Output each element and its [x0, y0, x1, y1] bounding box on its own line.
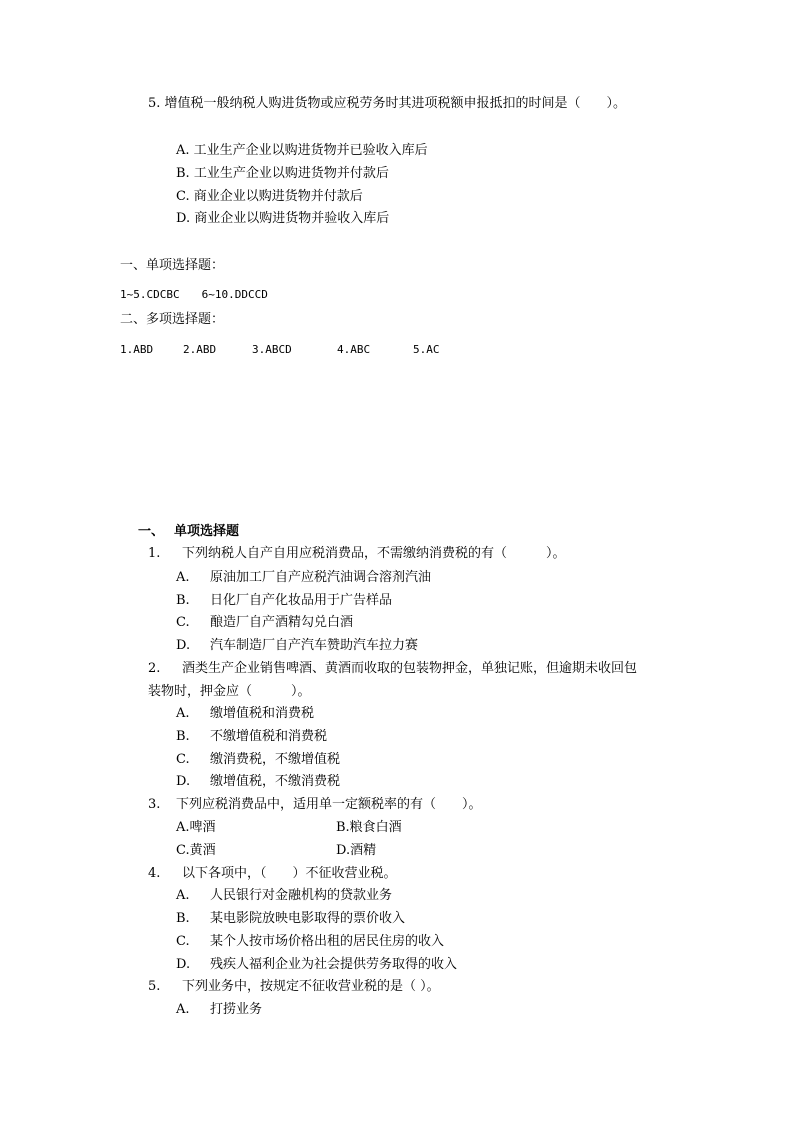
q2-option-c-letter: C. [176, 752, 190, 767]
q4-option-b-text: 某电影院放映电影取得的票价收入 [210, 911, 406, 926]
q5-text: 下列业务中，按规定不征收营业税的是（ ）。 [182, 979, 440, 994]
q2-option-d-text: 缴增值税，不缴消费税 [210, 774, 341, 789]
q5-number: 5. [148, 979, 161, 994]
question-5-option-b: B. 工业生产企业以购进货物并付款后 [176, 166, 389, 181]
q1-option-d-letter: D. [176, 638, 191, 653]
q4-option-d-letter: D. [176, 957, 191, 972]
answers-single-values: 1~5.CDCBC 6~10.DDCCD [120, 288, 268, 301]
q1-option-c-text: 酿造厂自产酒精勾兑白酒 [210, 615, 354, 630]
q4-option-c-letter: C. [176, 934, 190, 949]
answers-single-heading: 一、单项选择题： [120, 258, 225, 273]
q1-option-d-text: 汽车制造厂自产汽车赞助汽车拉力赛 [210, 638, 419, 653]
q1-option-b-text: 日化厂自产化妆品用于广告样品 [210, 593, 393, 608]
q4-option-d-text: 残疾人福利企业为社会提供劳务取得的收入 [210, 957, 458, 972]
q2-text-line2: 装物时，押金应（ ）。 [148, 684, 311, 699]
q1-number: 1. [148, 546, 161, 561]
q1-option-a-text: 原油加工厂自产应税汽油调合溶剂汽油 [210, 570, 432, 585]
q1-text: 下列纳税人自产自用应税消费品，不需缴纳消费税的有（ ）。 [182, 546, 566, 561]
q3-option-b: B.粮食白酒 [336, 820, 402, 835]
q5-option-a-text: 打捞业务 [210, 1002, 263, 1017]
q2-option-a-text: 缴增值税和消费税 [210, 706, 315, 721]
q4-text: 以下各项中，（ ）不征收营业税。 [182, 866, 397, 881]
question-5-text: 5. 增值税一般纳税人购进货物或应税劳务时其进项税额申报抵扣的时间是（ ）。 [148, 96, 627, 111]
q2-option-d-letter: D. [176, 774, 191, 789]
answers-multi-heading: 二、多项选择题： [120, 312, 225, 327]
q3-option-c: C.黄酒 [176, 843, 216, 858]
q4-option-c-text: 某个人按市场价格出租的居民住房的收入 [210, 934, 445, 949]
q3-option-d: D.酒精 [336, 843, 377, 858]
answers-multi-5: 5.AC [413, 343, 440, 356]
question-5-option-c: C. 商业企业以购进货物并付款后 [176, 189, 363, 204]
answers-multi-3: 3.ABCD [252, 343, 292, 356]
section-heading: 单项选择题 [174, 524, 240, 539]
q1-option-a-letter: A. [176, 570, 190, 585]
section-heading-number: 一、 [138, 524, 165, 539]
q1-option-c-letter: C. [176, 615, 190, 630]
question-5-option-d: D. 商业企业以购进货物并验收入库后 [176, 211, 390, 226]
q2-number: 2. [148, 661, 161, 676]
q4-number: 4. [148, 866, 161, 881]
q1-option-b-letter: B. [176, 593, 190, 608]
q3-number: 3. [148, 797, 161, 812]
answers-multi-1: 1.ABD [120, 343, 154, 356]
question-5-option-a: A. 工业生产企业以购进货物并已验收入库后 [176, 143, 428, 158]
q2-option-c-text: 缴消费税，不缴增值税 [210, 752, 341, 767]
q3-option-a: A.啤酒 [176, 820, 216, 835]
q2-text-line1: 酒类生产企业销售啤酒、黄酒而收取的包装物押金，单独记账，但逾期未收回包 [182, 661, 638, 676]
answers-multi-4: 4.ABC [337, 343, 371, 356]
q2-option-b-letter: B. [176, 729, 190, 744]
q2-option-b-text: 不缴增值税和消费税 [210, 729, 328, 744]
q2-option-a-letter: A. [176, 706, 190, 721]
q3-text: 下列应税消费品中，适用单一定额税率的有（ ）。 [176, 797, 482, 812]
q5-option-a-letter: A. [176, 1002, 190, 1017]
q4-option-a-letter: A. [176, 888, 190, 903]
answers-multi-2: 2.ABD [183, 343, 217, 356]
q4-option-a-text: 人民银行对金融机构的贷款业务 [210, 888, 393, 903]
q4-option-b-letter: B. [176, 911, 190, 926]
